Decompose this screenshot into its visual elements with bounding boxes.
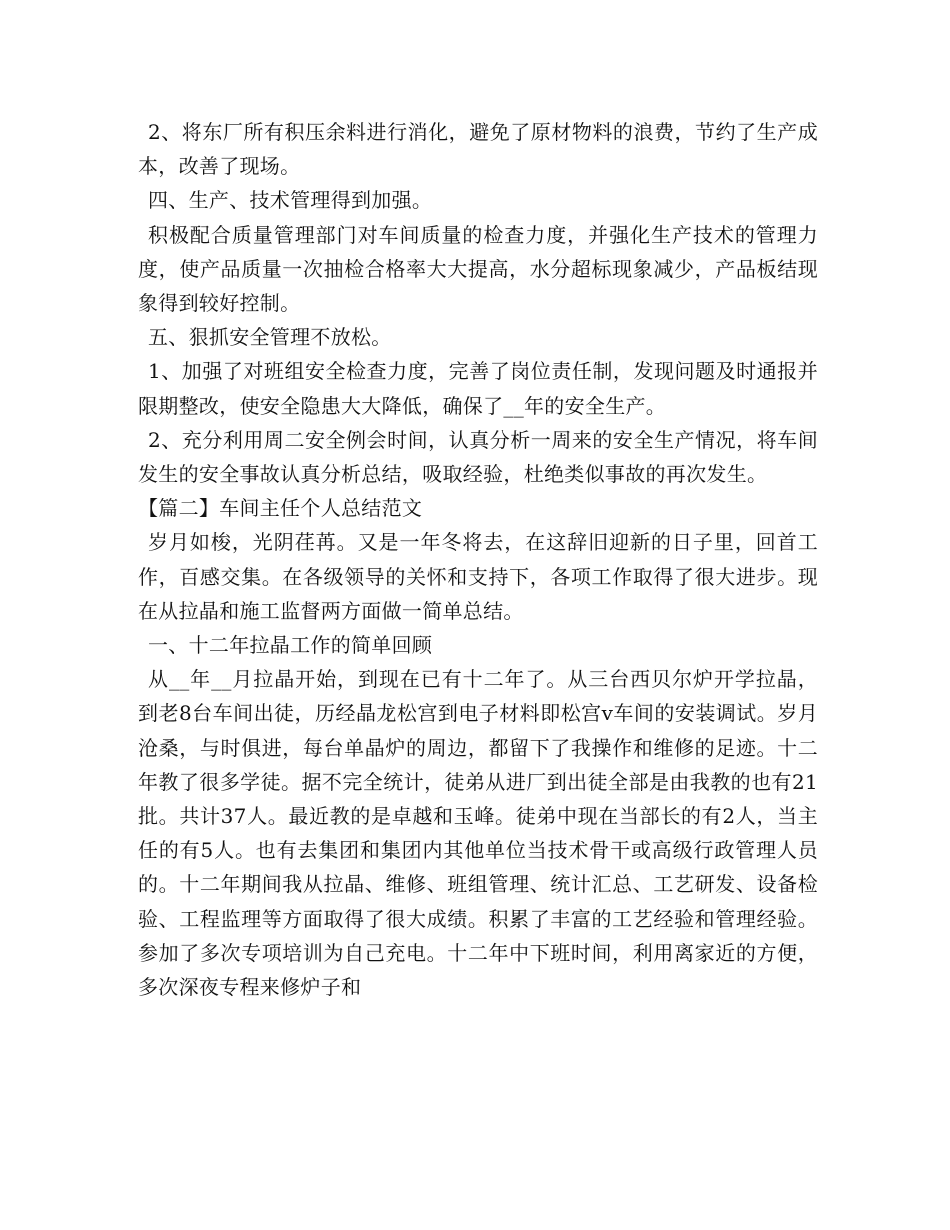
paragraph-item-2-safety: 2、充分利用周二安全例会时间，认真分析一周来的安全生产情况，将车间发生的安全事故认真分析总结，吸取经验，杜绝类似事故的再次发生。	[138, 427, 818, 487]
section-heading-4: 四、生产、技术管理得到加强。	[148, 188, 433, 213]
paragraph-quality: 积极配合质量管理部门对车间质量的检查力度，并强化生产技术的管理力度，使产品质量一次抽检合格率大大提高，水分超标现象减少，产品板结现象得到较好控制。	[138, 222, 818, 316]
article-title-part-2: 【篇二】车间主任个人总结范文	[138, 496, 423, 521]
paragraph-intro: 岁月如梭，光阴荏苒。又是一年冬将去，在这辞旧迎新的日子里，回首工作，百感交集。在各级领导的关怀和支持下，各项工作取得了很大进步。现在从拉晶和施工监督两方面做一简单总结。	[138, 530, 818, 623]
paragraph-review: 从__年__月拉晶开始，到现在已有十二年了。从三台西贝尔炉开学拉晶，到老8台车间出徒，历经晶龙松宫到电子材料即松宫v车间的安装调试。岁月沧桑，与时俱进，每台单晶炉的周边，都留下了我操作和维修的足迹。十二年教了很多学徒。据不完全统计，徒弟从进厂到出徒全部是由我教的也有21批。共计37人。最近教的是卓越和玉峰。徒弟中现在当部长的有2人，当主任的有5人。也有去集团和集团内其他单位当技术骨干或高级行政管理人员的。十二年期间我从拉晶、维修、班组管理、统计汇总、工艺研发、设备检验、工程监理等方面取得了很大成绩。积累了丰富的工艺经验和管理经验。参加了多次专项培训为自己充电。十二年中下班时间，利用离家近的方便，多次深夜专程来修炉子和	[138, 667, 818, 1000]
section-heading-1: 一、十二年拉晶工作的简单回顾	[148, 633, 433, 658]
document-page	[138, 115, 818, 1004]
section-heading-5: 五、狠抓安全管理不放松。	[148, 325, 392, 350]
paragraph-item-1-safety: 1、加强了对班组安全检查力度，完善了岗位责任制，发现问题及时通报并限期整改，使安全隐患大大降低，确保了__年的安全生产。	[138, 359, 818, 418]
paragraph-item-2-digest: 2、将东厂所有积压余料进行消化，避免了原材物料的浪费，节约了生产成本，改善了现场。	[138, 120, 818, 179]
